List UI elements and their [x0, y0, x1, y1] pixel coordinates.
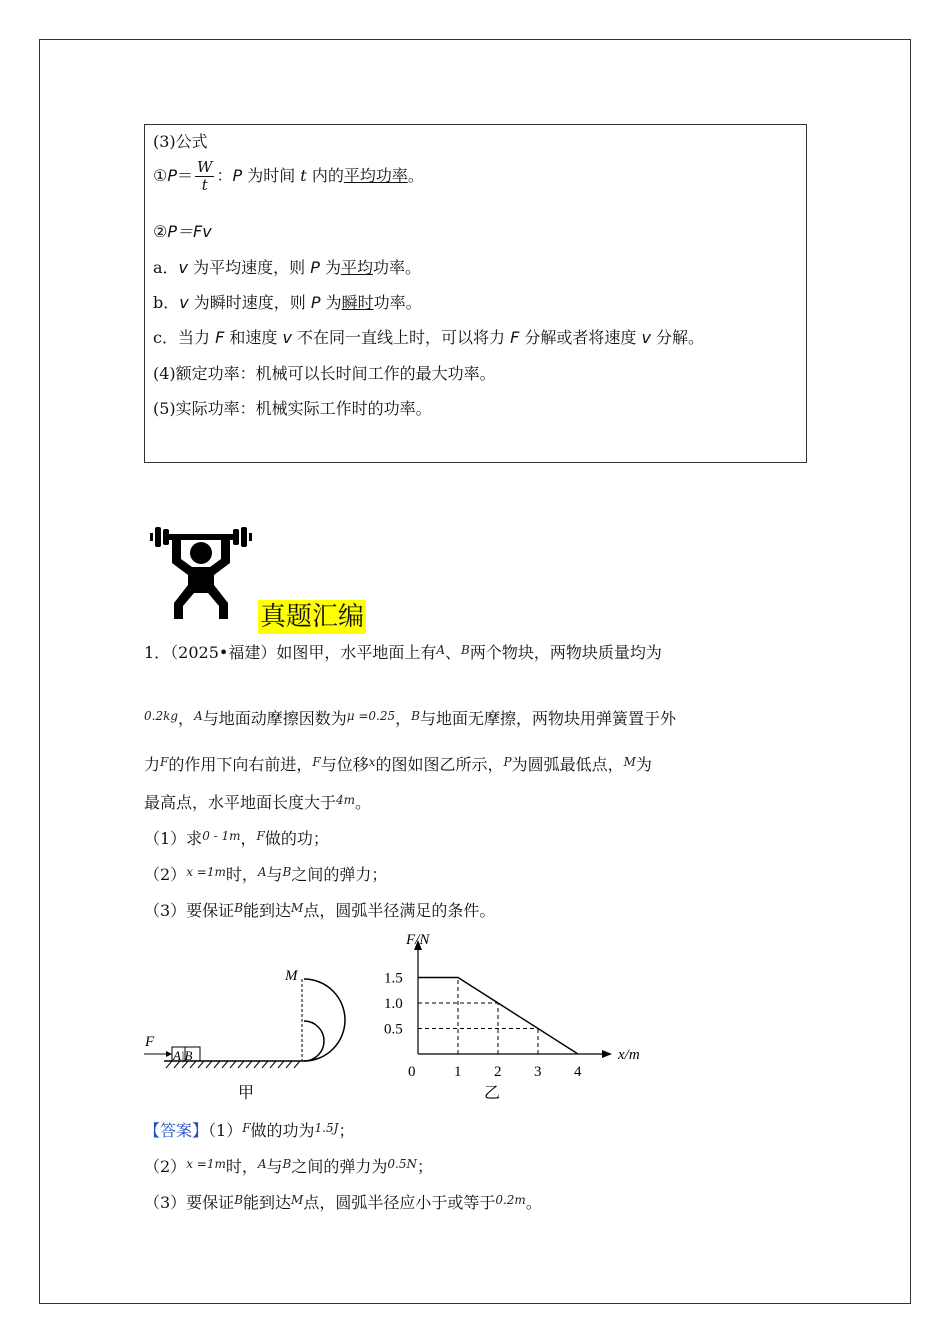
x-tick-label: 0: [408, 1064, 416, 1080]
y-tick-labels: [384, 971, 403, 1038]
formula-p-fv: ②P＝Fv: [153, 222, 212, 241]
formula-average-power: ①P＝ $\frac{W}{t}$ ：P 为时间 t 内的平均功率。: [153, 158, 424, 194]
formula-heading: (3)公式: [153, 132, 208, 151]
x-tick-label: 2: [494, 1064, 502, 1080]
subquestion-1: （1）求$^{0 - 1m}$，$^F$做的功；: [144, 829, 329, 848]
question-line-1: 1．（2025•福建）如图甲，水平地面上有$^A$、$^B$两个物块，两物块质量均为: [144, 643, 662, 662]
x-tick-labels: [408, 1064, 582, 1080]
force-label: F: [145, 1034, 155, 1050]
formula-box: [144, 124, 807, 463]
x-tick-label: 3: [534, 1064, 542, 1080]
figures: [144, 928, 664, 1108]
question-line-4: 最高点，水平地面长度大于$^{4m}$。: [144, 793, 372, 812]
blocks-label: A|B: [173, 1048, 193, 1063]
dashed-guides: [418, 978, 538, 1055]
y-tick-label: 1.5: [384, 970, 403, 987]
fraction-w-over-t: $\frac{W}{t}$: [197, 158, 213, 194]
answer-line-2: $(2)^{x =1m}$时，$^A$与$^B$之间的弹力为$^{0.5N}$；: [144, 1157, 433, 1176]
x-tick-label: 1: [454, 1064, 462, 1080]
answer-line-1: 【答案】$(1)^F$做的功为$^{1.5J}$；: [144, 1121, 355, 1140]
x-axis-label: x/m: [618, 1047, 640, 1063]
formula-item-c: c．当力 F 和速度 v 不在同一直线上时，可以将力 F 分解或者将速度 v 分解。: [153, 328, 705, 347]
question-line-3: 力$^F$的作用下向右前进，$^F$与位移$^x$的图如图乙所示，$^P$为圆弧最低点，$^M$为: [144, 755, 652, 774]
figure-b: [384, 932, 640, 1102]
subquestion-2: $(2)^{x =1m}$时，$^A$与$^B$之间的弹力；: [144, 865, 388, 884]
x-tick-label: 4: [574, 1064, 582, 1080]
answer-tag: 【答案】: [144, 1121, 209, 1140]
actual-power-text: (5)实际功率：机械实际工作时的功率。: [153, 399, 432, 418]
figure-a-caption: 甲: [238, 1085, 255, 1102]
question-line-2: $^{0.2kg}$，$^A$与地面动摩擦因数为$^{\mu =0.25}$，$^B$与地面无摩擦，两物块用弹簧置于外: [144, 709, 676, 728]
point-m-label: M: [285, 968, 298, 984]
subquestion-3: （3）要保证$^B$能到达$^M$点，圆弧半径满足的条件。: [144, 901, 496, 920]
weightlifter-icon: [150, 523, 252, 619]
figure-a: [144, 968, 345, 1102]
figure-b-caption: 乙: [484, 1085, 501, 1102]
y-tick-label: 0.5: [384, 1021, 403, 1038]
y-axis-label: F/N: [406, 932, 430, 948]
answer-line-3: （3）要保证$^B$能到达$^M$点，圆弧半径应小于或等于$^{0.2m}$。: [144, 1193, 542, 1212]
formula-item-b: b．v 为瞬时速度，则 P 为瞬时功率。: [153, 293, 422, 312]
y-tick-label: 1.0: [384, 996, 403, 1012]
section-title: 真题汇编: [260, 602, 365, 632]
formula-item-a: a．v 为平均速度，则 P 为平均功率。: [153, 258, 421, 277]
rated-power-text: (4)额定功率：机械可以长时间工作的最大功率。: [153, 364, 496, 383]
